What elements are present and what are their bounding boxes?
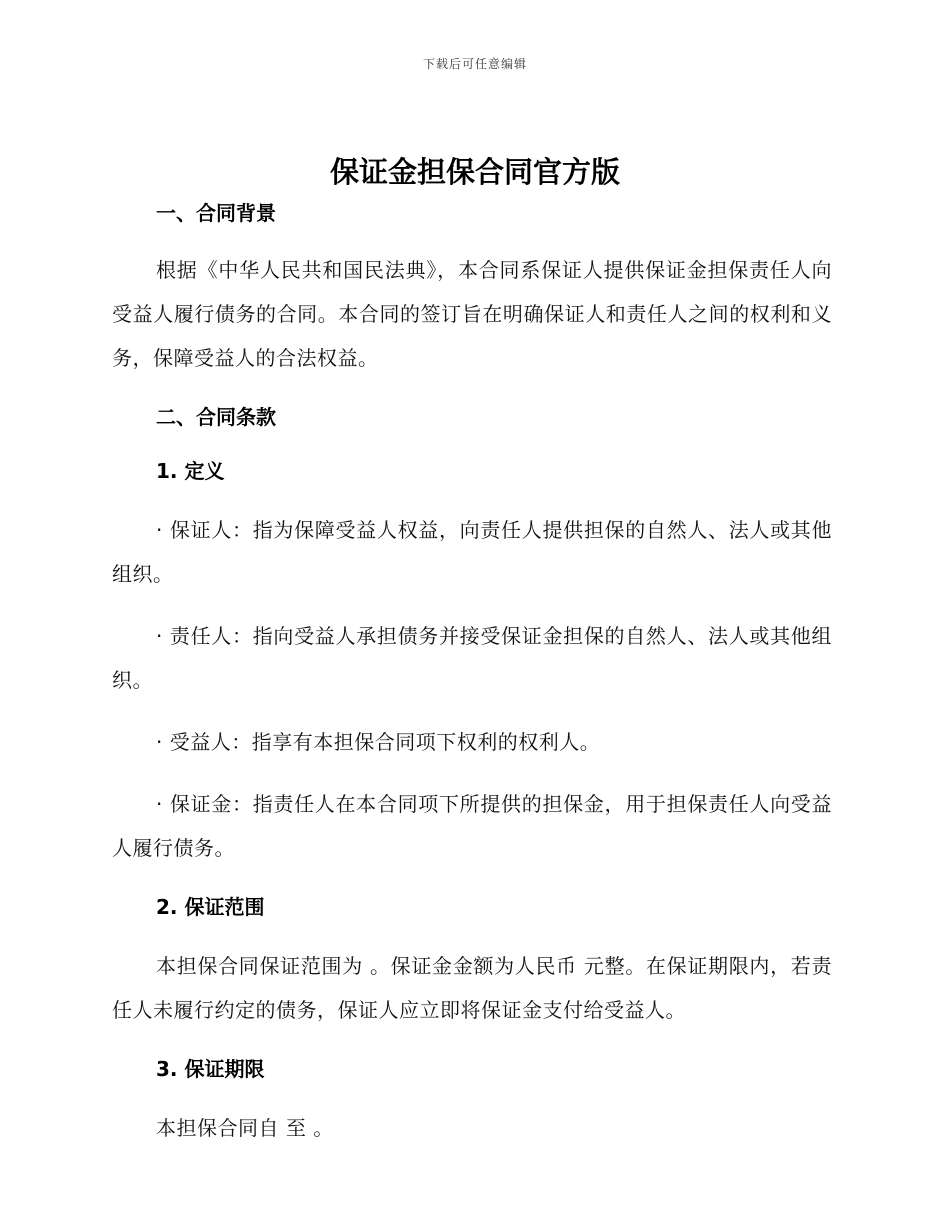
background-paragraph: 根据《中华人民共和国民法典》，本合同系保证人提供保证金担保责任人向受益人履行债务的合同。本合同的签订旨在明确保证人和责任人之间的权利和义务，保障受益人的合法权益。 [112,258,832,370]
period-paragraph: 本担保合同自 至 。 [156,1116,334,1140]
subheading-definitions: 1. 定义 [156,459,225,483]
subheading-period: 3. 保证期限 [156,1057,265,1081]
definition-item: · 责任人：指向受益人承担债务并接受保证金担保的自然人、法人或其他组织。 [112,624,832,692]
definition-item: · 受益人：指享有本担保合同项下权利的权利人。 [156,730,601,754]
definition-item: · 保证人：指为保障受益人权益，向责任人提供担保的自然人、法人或其他组织。 [112,518,832,586]
section-heading-background: 一、合同背景 [156,201,276,225]
document-title: 保证金担保合同官方版 [329,155,620,189]
header-note: 下载后可任意编辑 [422,57,527,71]
subheading-scope: 2. 保证范围 [156,895,265,919]
scope-paragraph: 本担保合同保证范围为 。保证金金额为人民币 元整。在保证期限内，若责任人未履行约定的债务，保证人应立即将保证金支付给受益人。 [112,954,832,1022]
definition-item: · 保证金：指责任人在本合同项下所提供的担保金，用于担保责任人向受益人履行债务。 [112,792,832,860]
section-heading-terms: 二、合同条款 [156,405,276,429]
document-body [112,196,832,1150]
